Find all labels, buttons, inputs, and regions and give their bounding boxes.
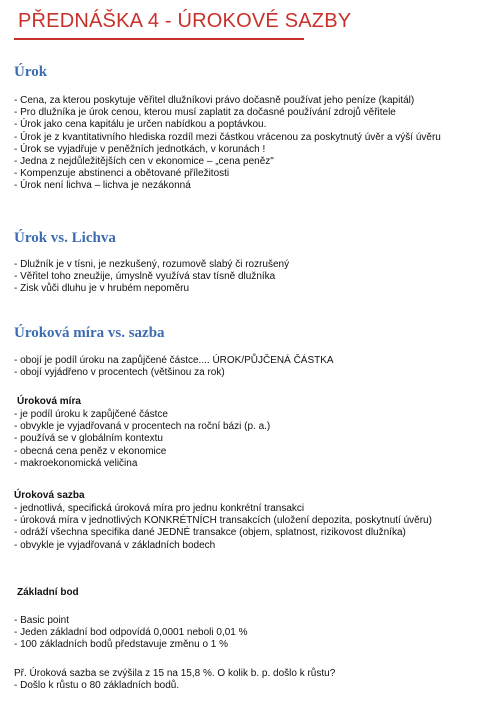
example-list xyxy=(14,668,335,692)
list-item: - Věřitel toho zneužije, úmyslně využívá stav tísně dlužníka xyxy=(14,271,276,283)
list-item: - Dlužník je v tísni, je nezkušený, rozumově slabý či rozrušený xyxy=(14,259,290,270)
section-heading-urok: Úrok xyxy=(14,64,48,80)
list-item: - 100 základních bodů představuje změnu o 1 % xyxy=(14,639,229,651)
mira-list xyxy=(14,409,270,470)
list-item: - obojí je podíl úroku na zapůjčené částce.... ÚROK/PŮJČENÁ ČÁSTKA xyxy=(14,355,334,366)
mira-intro-list xyxy=(14,355,334,379)
list-item: - úroková míra v jednotlivých KONKRÉTNÍCH transakcích (uložení depozita, poskytnutí úvěru) xyxy=(14,515,432,527)
list-item: - Pro dlužníka je úrok cenou, kterou musí zaplatit za dočasné používání zdrojů věřitele xyxy=(14,107,396,119)
list-item: - Jeden základní bod odpovídá 0,0001 neboli 0,01 % xyxy=(14,627,248,639)
subheading-urokova-mira: Úroková míra xyxy=(17,396,81,407)
list-item: - obojí vyjádřeno v procentech (většinou za rok) xyxy=(14,367,225,379)
list-item: - Úrok se vyjadřuje v peněžních jednotkách, v korunách ! xyxy=(14,143,266,155)
list-item: - Basic point xyxy=(14,615,70,626)
list-item: - obvykle je vyjadřovaná v základních bodech xyxy=(14,539,216,551)
urok-list xyxy=(14,95,441,193)
list-item: - Zisk vůči dluhu je v hrubém nepoměru xyxy=(14,283,190,295)
title-underline xyxy=(14,38,304,40)
section-heading-lichva: Úrok vs. Lichva xyxy=(14,230,116,246)
page-title: PŘEDNÁŠKA 4 - ÚROKOVÉ SAZBY xyxy=(18,10,352,32)
list-item: - jednotlivá, specifická úroková míra pro jednu konkrétní transakci xyxy=(14,503,305,514)
bod-list xyxy=(14,615,248,652)
example-question: Př. Úroková sazba se zvýšila z 15 na 15,8 %. O kolik b. p. došlo k růstu? xyxy=(14,668,336,679)
list-item: - Kompenzuje abstinenci a obětované příležitosti xyxy=(14,168,230,180)
list-item: - Úrok není lichva – lichva je nezákonná xyxy=(14,180,191,192)
sazba-list xyxy=(14,503,432,552)
subheading-urokova-sazba: Úroková sazba xyxy=(14,490,85,501)
list-item: - Úrok jako cena kapitálu je určen nabídkou a poptávkou. xyxy=(14,119,267,131)
example-answer: - Došlo k růstu o 80 základních bodů. xyxy=(14,680,180,692)
list-item: - obecná cena peněz v ekonomice xyxy=(14,445,167,457)
list-item: - Jedna z nejdůležitějších cen v ekonomice – „cena peněz" xyxy=(14,156,274,168)
list-item: - Úrok je z kvantitativního hlediska rozdíl mezi částkou vrácenou za poskytnutý úvěr a výší úvěru xyxy=(14,131,441,143)
section-heading-mira: Úroková míra vs. sazba xyxy=(14,325,165,341)
list-item: - je podíl úroku k zapůjčené částce xyxy=(14,409,168,420)
list-item: - používá se v globálním kontextu xyxy=(14,433,163,445)
list-item: - Cena, za kterou poskytuje věřitel dlužníkovi právo dočasně používat jeho peníze (kapitál) xyxy=(14,95,415,106)
list-item: - obvykle je vyjadřovaná v procentech na roční bázi (p. a.) xyxy=(14,421,271,433)
list-item: - odráží všechna specifika dané JEDNÉ transakce (objem, splatnost, rizikovost dlužníka) xyxy=(14,527,406,539)
lichva-list xyxy=(14,259,289,296)
list-item: - makroekonomická veličina xyxy=(14,457,138,469)
subheading-zakladni-bod: Základní bod xyxy=(17,587,79,598)
